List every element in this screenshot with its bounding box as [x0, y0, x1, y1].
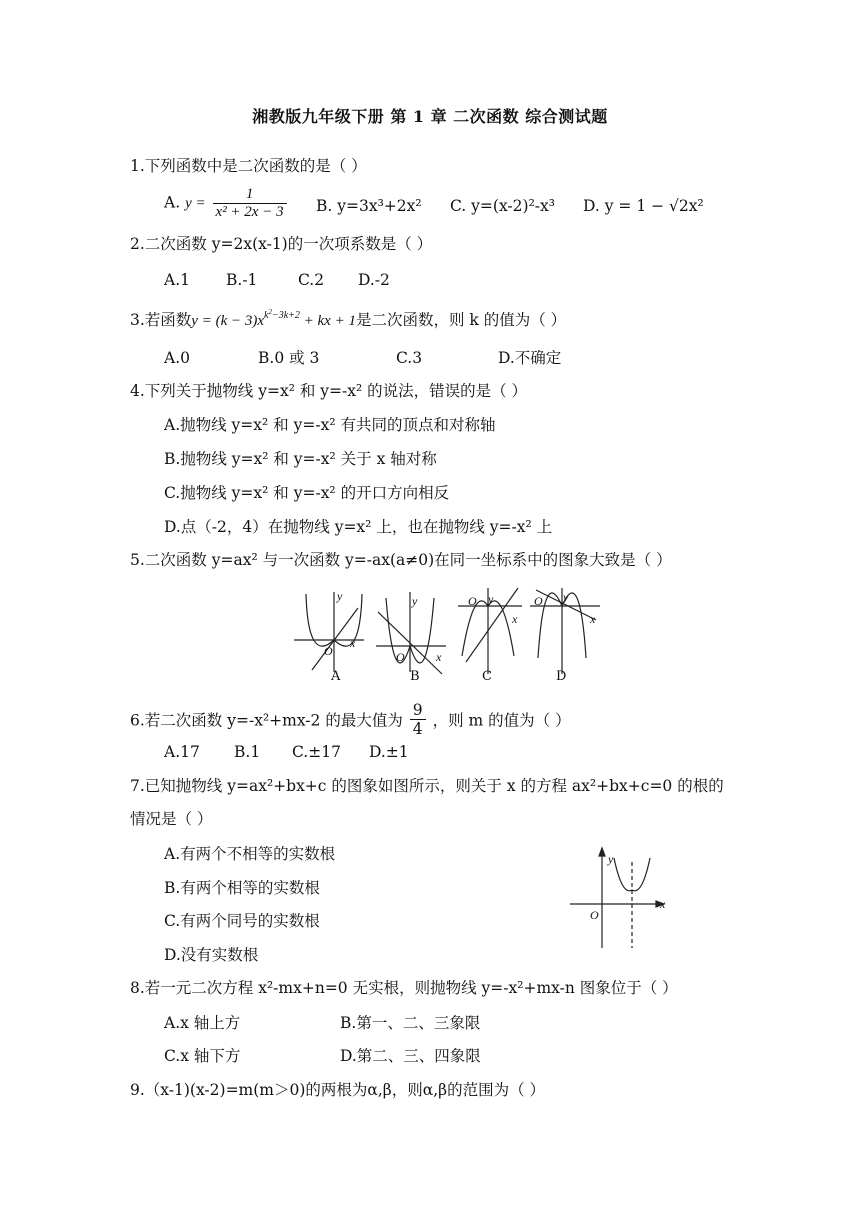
graph-d-label: D — [556, 669, 567, 684]
question-3-option-a: A.0 — [164, 349, 190, 367]
question-6-stem — [130, 701, 571, 738]
graph-c-y-label: y — [488, 592, 494, 606]
question-5-stem: 5.二次函数 y=ax² 与一次函数 y=-ax(a≠0)在同一坐标系中的图象大致是（ ） — [130, 551, 672, 569]
question-4-option-b: B.抛物线 y=x² 和 y=-x² 关于 x 轴对称 — [164, 450, 437, 468]
question-7-origin-label: O — [590, 908, 599, 922]
fraction-numerator: 9 — [412, 701, 423, 719]
graph-a-label: A — [331, 669, 341, 684]
fraction-numerator: 1 — [245, 186, 254, 202]
question-2-stem: 2.二次函数 y=2x(x-1)的一次项系数是（ ） — [130, 235, 433, 253]
question-8-option-d: D.第二、三、四象限 — [340, 1047, 481, 1065]
graph-c-origin-label: O — [468, 594, 477, 608]
question-8-option-b: B.第一、二、三象限 — [340, 1014, 481, 1032]
question-6-option-b: B.1 — [234, 743, 261, 761]
question-1-option-b: B. y=3x³+2x² — [316, 197, 422, 215]
fraction-denominator: x² + 2x − 3 — [213, 203, 287, 221]
question-4-stem: 4.下列关于抛物线 y=x² 和 y=-x² 的说法，错误的是（ ） — [130, 382, 528, 400]
question-3-option-d: D.不确定 — [498, 349, 562, 367]
question-1-option-c: C. y=(x-2)²-x³ — [450, 197, 555, 215]
option-a-y: y = — [185, 195, 206, 212]
question-6-option-c: C.±17 — [292, 743, 341, 761]
graph-c-x-label: x — [512, 612, 518, 626]
question-4-option-a: A.抛物线 y=x² 和 y=-x² 有共同的顶点和对称轴 — [164, 416, 496, 434]
graph-b-x-label: x — [436, 650, 442, 664]
question-6-prefix: 6.若二次函数 y=-x²+mx-2 的最大值为 — [130, 711, 403, 730]
question-3-option-b: B.0 或 3 — [258, 349, 320, 367]
graph-a-x-label: x — [350, 636, 356, 650]
question-2-option-b: B.-1 — [226, 271, 258, 289]
question-7-stem-line-1: 7.已知抛物线 y=ax²+bx+c 的图象如图所示，则关于 x 的方程 ax²+bx+c=0 的根的 — [130, 777, 724, 795]
question-7-x-label: x — [660, 897, 666, 911]
page-title: 湘教版九年级下册 第 1 章 二次函数 综合测试题 — [252, 107, 608, 126]
question-7-option-a: A.有两个不相等的实数根 — [164, 845, 336, 863]
question-7-y-label: y — [608, 852, 614, 866]
question-1-option-a — [164, 186, 289, 230]
question-2-option-d: D.-2 — [358, 271, 390, 289]
question-8-option-c: C.x 轴下方 — [164, 1047, 241, 1065]
graph-d-y-label: y — [563, 590, 569, 604]
option-a-fraction — [213, 186, 287, 221]
question-4-option-c: C.抛物线 y=x² 和 y=-x² 的开口方向相反 — [164, 484, 450, 502]
question-2-option-a: A.1 — [164, 271, 190, 289]
question-1-stem: 1.下列函数中是二次函数的是（ ） — [130, 157, 367, 175]
option-a-label: A. — [164, 193, 181, 212]
question-6-option-a: A.17 — [164, 743, 200, 761]
question-7-stem-line-2: 情况是（ ） — [130, 810, 213, 828]
graph-b-label: B — [410, 669, 420, 684]
fraction-denominator: 4 — [410, 719, 426, 738]
question-3-prefix: 3.若函数 — [130, 311, 192, 329]
question-8-stem: 8.若一元二次方程 x²-mx+n=0 无实根，则抛物线 y=-x²+mx-n 图象位于（ ） — [130, 979, 678, 997]
question-2-option-c: C.2 — [298, 271, 325, 289]
graph-a-y-label: y — [337, 589, 343, 603]
question-8-option-a: A.x 轴上方 — [164, 1014, 241, 1032]
question-3-suffix: 是二次函数，则 k 的值为（ ） — [355, 311, 567, 329]
question-3-stem — [130, 309, 566, 332]
question-4-option-d: D.点（-2，4）在抛物线 y=x² 上，也在抛物线 y=-x² 上 — [164, 518, 553, 536]
question-9-stem: 9.（x-1)(x-2)=m(m＞0)的两根为α,β，则α,β的范围为（ ） — [130, 1081, 546, 1099]
graph-d-origin-label: O — [534, 594, 543, 608]
graph-b-y-label: y — [412, 594, 418, 608]
question-7-option-b: B.有两个相等的实数根 — [164, 879, 320, 897]
question-6-suffix: ，则 m 的值为（ ） — [432, 711, 571, 730]
graph-a-origin-label: O — [324, 644, 333, 658]
question-1-option-d: D. y = 1 − √2x² — [583, 197, 704, 215]
question-3-formula: $y = (k - 3)x^{k^2-3k+2}$ + kx + 1 — [191, 308, 356, 329]
graph-c-label: C — [482, 669, 492, 684]
question-6-option-d: D.±1 — [369, 743, 409, 761]
question-7-option-d: D.没有实数根 — [164, 946, 259, 964]
graph-b-origin-label: O — [396, 650, 405, 664]
question-6-fraction — [410, 701, 426, 738]
graph-d-x-label: x — [590, 612, 596, 626]
question-3-option-c: C.3 — [396, 349, 423, 367]
question-7-graph — [568, 842, 672, 952]
question-7-option-c: C.有两个同号的实数根 — [164, 912, 320, 930]
